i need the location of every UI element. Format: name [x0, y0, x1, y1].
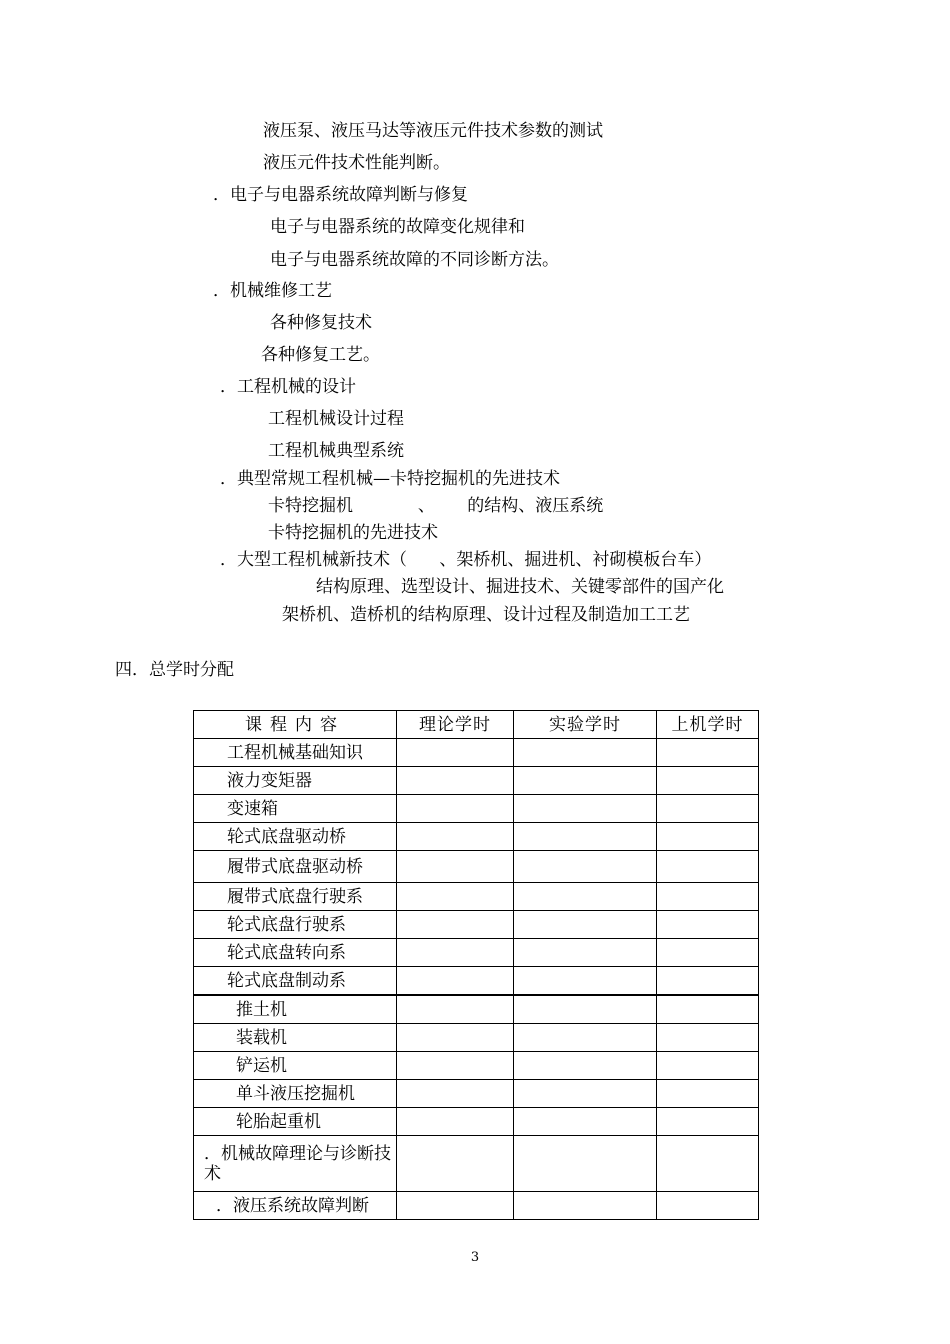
table-row	[194, 1192, 759, 1220]
lab-cell	[514, 1192, 657, 1220]
course-cell: 单斗液压挖掘机	[194, 1080, 397, 1108]
text-line-1: 液压泵、液压马达等液压元件技术参数的测试	[263, 121, 603, 141]
table-row	[194, 939, 759, 967]
theory-cell	[397, 1192, 514, 1220]
lab-cell	[514, 883, 657, 911]
table-row	[194, 911, 759, 939]
theory-cell	[397, 1024, 514, 1052]
theory-cell	[397, 767, 514, 795]
theory-cell	[397, 967, 514, 996]
computer-cell	[657, 1192, 759, 1220]
text-line-6: ．机械维修工艺	[213, 281, 332, 301]
table-row	[194, 1108, 759, 1136]
computer-cell	[657, 1080, 759, 1108]
text-line-5: 电子与电器系统故障的不同诊断方法。	[270, 250, 559, 270]
lab-cell	[514, 795, 657, 823]
lab-cell	[514, 1024, 657, 1052]
header-course-content: 课程内容	[194, 711, 397, 739]
lab-cell	[514, 995, 657, 1024]
table-row	[194, 995, 759, 1024]
course-cell: 液力变矩器	[194, 767, 397, 795]
hours-table	[193, 710, 759, 1220]
computer-cell	[657, 1136, 759, 1192]
table-row	[194, 1080, 759, 1108]
computer-cell	[657, 795, 759, 823]
text-line-8: 各种修复工艺。	[261, 345, 380, 365]
course-cell: 履带式底盘行驶系	[194, 883, 397, 911]
course-cell: 轮式底盘行驶系	[194, 911, 397, 939]
table-row	[194, 795, 759, 823]
lab-cell	[514, 739, 657, 767]
lab-cell	[514, 1108, 657, 1136]
text-line-9: ．工程机械的设计	[220, 377, 356, 397]
theory-cell	[397, 823, 514, 851]
text-line-17: 架桥机、造桥机的结构原理、设计过程及制造加工工艺	[282, 605, 690, 625]
text-line-2: 液压元件技术性能判断。	[263, 153, 450, 173]
lab-cell	[514, 1080, 657, 1108]
lab-cell	[514, 939, 657, 967]
computer-cell	[657, 851, 759, 883]
table-header-row	[194, 711, 759, 739]
text-line-4: 电子与电器系统的故障变化规律和	[270, 217, 525, 237]
computer-cell	[657, 911, 759, 939]
theory-cell	[397, 911, 514, 939]
course-cell: 轮式底盘驱动桥	[194, 823, 397, 851]
text-line-3: ．电子与电器系统故障判断与修复	[213, 185, 468, 205]
computer-cell	[657, 995, 759, 1024]
lab-cell	[514, 1136, 657, 1192]
table-row	[194, 823, 759, 851]
header-lab-hours: 实验学时	[514, 711, 657, 739]
lab-cell	[514, 823, 657, 851]
header-theory-hours: 理论学时	[397, 711, 514, 739]
course-cell: 变速箱	[194, 795, 397, 823]
course-cell: 履带式底盘驱动桥	[194, 851, 397, 883]
course-cell: ．机械故障理论与诊断技术	[194, 1136, 397, 1192]
theory-cell	[397, 939, 514, 967]
lab-cell	[514, 911, 657, 939]
computer-cell	[657, 1108, 759, 1136]
theory-cell	[397, 995, 514, 1024]
computer-cell	[657, 739, 759, 767]
course-cell: 轮式底盘转向系	[194, 939, 397, 967]
text-line-10: 工程机械设计过程	[268, 409, 404, 429]
table-row	[194, 739, 759, 767]
table-row	[194, 1052, 759, 1080]
theory-cell	[397, 1080, 514, 1108]
text-line-13: 卡特挖掘机 、 的结构、液压系统	[268, 496, 604, 516]
course-cell: 推土机	[194, 995, 397, 1024]
course-cell: 轮式底盘制动系	[194, 967, 397, 996]
computer-cell	[657, 883, 759, 911]
computer-cell	[657, 823, 759, 851]
computer-cell	[657, 767, 759, 795]
computer-cell	[657, 1052, 759, 1080]
course-cell: 装载机	[194, 1024, 397, 1052]
theory-cell	[397, 883, 514, 911]
computer-cell	[657, 939, 759, 967]
theory-cell	[397, 851, 514, 883]
table-row	[194, 851, 759, 883]
text-line-11: 工程机械典型系统	[268, 441, 404, 461]
text-line-15: ．大型工程机械新技术（ 、架桥机、掘进机、衬砌模板台车）	[220, 550, 712, 570]
theory-cell	[397, 1108, 514, 1136]
section-title: 四．总学时分配	[115, 660, 234, 680]
computer-cell	[657, 1024, 759, 1052]
theory-cell	[397, 1136, 514, 1192]
course-cell: ．液压系统故障判断	[194, 1192, 397, 1220]
text-line-7: 各种修复技术	[270, 313, 372, 333]
text-line-12: ．典型常规工程机械—卡特挖掘机的先进技术	[220, 469, 560, 489]
table-row	[194, 1024, 759, 1052]
table-row	[194, 1136, 759, 1192]
course-cell: 铲运机	[194, 1052, 397, 1080]
lab-cell	[514, 967, 657, 996]
header-computer-hours: 上机学时	[657, 711, 759, 739]
table-row	[194, 967, 759, 996]
lab-cell	[514, 851, 657, 883]
page-number: 3	[470, 1250, 480, 1265]
theory-cell	[397, 1052, 514, 1080]
course-cell: 轮胎起重机	[194, 1108, 397, 1136]
course-cell: 工程机械基础知识	[194, 739, 397, 767]
text-line-14: 卡特挖掘机的先进技术	[268, 523, 438, 543]
lab-cell	[514, 1052, 657, 1080]
lab-cell	[514, 767, 657, 795]
theory-cell	[397, 739, 514, 767]
table-row	[194, 767, 759, 795]
computer-cell	[657, 967, 759, 996]
theory-cell	[397, 795, 514, 823]
text-line-16: 结构原理、选型设计、掘进技术、关键零部件的国产化	[316, 577, 724, 597]
table-row	[194, 883, 759, 911]
